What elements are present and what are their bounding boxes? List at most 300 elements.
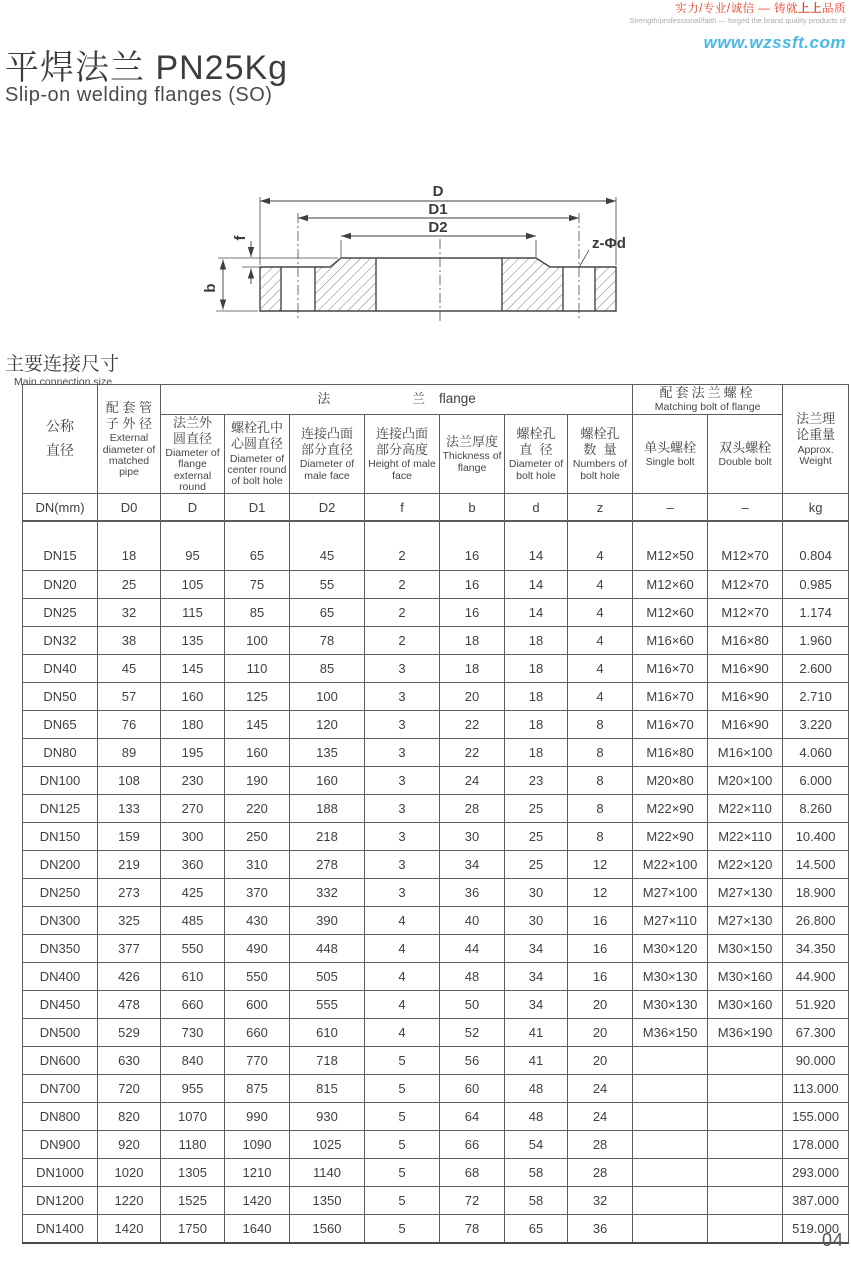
col-header-flange-f: 连接凸面 部分高度 Height of male face [365, 414, 440, 494]
table-cell: 875 [225, 1075, 290, 1103]
table-cell: 18 [98, 521, 161, 571]
table-cell: 8 [568, 767, 633, 795]
table-cell: 45 [98, 655, 161, 683]
table-cell: 218 [290, 823, 365, 851]
section-heading-en: Main connection size [14, 376, 113, 388]
table-cell: 48 [505, 1103, 568, 1131]
table-cell: 178.000 [783, 1131, 849, 1159]
col-header-dn: 公称 直径 [23, 385, 98, 494]
table-cell: 10.400 [783, 823, 849, 851]
table-cell: DN300 [23, 907, 98, 935]
table-cell: 770 [225, 1047, 290, 1075]
table-cell: 160 [290, 767, 365, 795]
table-cell: M27×130 [708, 907, 783, 935]
table-row [23, 599, 849, 627]
table-cell: 40 [440, 907, 505, 935]
table-cell: M16×90 [708, 655, 783, 683]
table-cell: 1305 [161, 1159, 225, 1187]
table-cell: 34 [505, 963, 568, 991]
unit-cell: b [440, 494, 505, 521]
table-cell: 273 [98, 879, 161, 907]
table-cell: DN125 [23, 795, 98, 823]
table-cell: 45 [290, 521, 365, 571]
table-cell: M16×70 [633, 711, 708, 739]
table-cell: 219 [98, 851, 161, 879]
table-cell: 425 [161, 879, 225, 907]
table-cell: 5 [365, 1075, 440, 1103]
table-cell: M16×80 [633, 739, 708, 767]
table-cell: 16 [568, 935, 633, 963]
table-cell: 2 [365, 627, 440, 655]
table-cell: M22×90 [633, 795, 708, 823]
table-group-row [23, 385, 849, 415]
table-cell: 25 [505, 851, 568, 879]
table-cell: 20 [568, 991, 633, 1019]
table-cell: 85 [290, 655, 365, 683]
table-cell: 8.260 [783, 795, 849, 823]
dim-label-d2: D2 [428, 219, 448, 236]
table-cell: 30 [505, 879, 568, 907]
table-cell: M36×150 [633, 1019, 708, 1047]
table-cell: 660 [225, 1019, 290, 1047]
table-cell: 44.900 [783, 963, 849, 991]
brand-slogan-zh: 实力/专业/诚信 — 铸就上上品质 [675, 3, 846, 15]
table-row [23, 851, 849, 879]
table-cell: M12×70 [708, 521, 783, 571]
table-cell: 3 [365, 683, 440, 711]
table-cell: DN20 [23, 571, 98, 599]
table-cell: DN200 [23, 851, 98, 879]
table-cell: 18 [440, 627, 505, 655]
table-cell: 1640 [225, 1215, 290, 1243]
table-cell: DN900 [23, 1131, 98, 1159]
table-cell [633, 1131, 708, 1159]
table-cell: 278 [290, 851, 365, 879]
table-cell: 3 [365, 879, 440, 907]
col-header-flange-z: 螺栓孔 数 量 Numbers of bolt hole [568, 414, 633, 494]
table-cell: 135 [161, 627, 225, 655]
table-cell: 3 [365, 823, 440, 851]
col-header-double-bolt: 双头螺栓 Double bolt [708, 414, 783, 494]
table-cell: DN1200 [23, 1187, 98, 1215]
flange-outline [260, 258, 616, 311]
table-cell: DN700 [23, 1075, 98, 1103]
table-cell: 8 [568, 711, 633, 739]
table-cell: M30×160 [708, 963, 783, 991]
table-cell: M30×160 [708, 991, 783, 1019]
table-cell: 478 [98, 991, 161, 1019]
table-cell: 519.000 [783, 1215, 849, 1243]
table-cell: 24 [568, 1075, 633, 1103]
table-cell [633, 1159, 708, 1187]
table-cell: DN32 [23, 627, 98, 655]
table-cell: 36 [440, 879, 505, 907]
table-cell: 188 [290, 795, 365, 823]
col-header-d0: 配 套 管 子 外 径 External diameter of matched pipe [98, 385, 161, 494]
table-cell: 58 [505, 1159, 568, 1187]
table-cell: 4.060 [783, 739, 849, 767]
table-cell [708, 1103, 783, 1131]
table-cell: 5 [365, 1047, 440, 1075]
unit-cell: D0 [98, 494, 161, 521]
table-cell: M22×110 [708, 795, 783, 823]
table-cell: 60 [440, 1075, 505, 1103]
table-cell: 135 [290, 739, 365, 767]
table-cell: M16×70 [633, 683, 708, 711]
table-row [23, 683, 849, 711]
table-cell: 4 [365, 963, 440, 991]
table-cell: 145 [161, 655, 225, 683]
table-cell: 25 [505, 795, 568, 823]
table-row [23, 627, 849, 655]
table-cell: DN15 [23, 521, 98, 571]
table-cell: M20×80 [633, 767, 708, 795]
table-cell: M12×70 [708, 571, 783, 599]
table-cell: M20×100 [708, 767, 783, 795]
table-cell: 25 [98, 571, 161, 599]
table-cell: 120 [290, 711, 365, 739]
table-cell: DN600 [23, 1047, 98, 1075]
table-cell: 78 [290, 627, 365, 655]
table-cell: 115 [161, 599, 225, 627]
table-cell: 610 [290, 1019, 365, 1047]
table-cell: 2.600 [783, 655, 849, 683]
table-cell: 32 [568, 1187, 633, 1215]
table-cell: 815 [290, 1075, 365, 1103]
unit-cell: DN(mm) [23, 494, 98, 521]
table-cell: 8 [568, 823, 633, 851]
table-cell: 1210 [225, 1159, 290, 1187]
table-cell [708, 1075, 783, 1103]
table-cell: 34 [505, 991, 568, 1019]
table-cell: DN800 [23, 1103, 98, 1131]
table-cell: 38 [98, 627, 161, 655]
table-row [23, 935, 849, 963]
col-header-weight: 法兰理 论重量 Approx. Weight [783, 385, 849, 494]
table-row [23, 1187, 849, 1215]
table-cell: 100 [290, 683, 365, 711]
table-cell: 110 [225, 655, 290, 683]
table-cell: 370 [225, 879, 290, 907]
table-cell: 89 [98, 739, 161, 767]
table-cell: DN80 [23, 739, 98, 767]
table-cell: 72 [440, 1187, 505, 1215]
table-cell: M30×120 [633, 935, 708, 963]
table-cell: 108 [98, 767, 161, 795]
table-cell: 1525 [161, 1187, 225, 1215]
table-units-row [23, 494, 849, 521]
table-cell: 18 [505, 739, 568, 767]
table-cell: 30 [440, 823, 505, 851]
table-row [23, 1075, 849, 1103]
table-cell: 4 [568, 655, 633, 683]
table-cell: 14.500 [783, 851, 849, 879]
table-cell: 4 [365, 991, 440, 1019]
table-cell: 230 [161, 767, 225, 795]
table-row [23, 1019, 849, 1047]
table-row [23, 1159, 849, 1187]
table-cell: M27×110 [633, 907, 708, 935]
table-cell: M22×90 [633, 823, 708, 851]
unit-cell: d [505, 494, 568, 521]
table-cell: 145 [225, 711, 290, 739]
table-cell: 3 [365, 655, 440, 683]
table-cell: 41 [505, 1047, 568, 1075]
table-cell: 34.350 [783, 935, 849, 963]
table-cell: 22 [440, 739, 505, 767]
table-cell: DN50 [23, 683, 98, 711]
table-row [23, 767, 849, 795]
table-cell: 2.710 [783, 683, 849, 711]
table-row [23, 711, 849, 739]
table-cell: 1025 [290, 1131, 365, 1159]
table-cell: 34 [505, 935, 568, 963]
table-row [23, 739, 849, 767]
table-cell: 90.000 [783, 1047, 849, 1075]
table-cell: DN40 [23, 655, 98, 683]
table-cell: 5 [365, 1131, 440, 1159]
page-subtitle: Slip-on welding flanges (SO) [5, 84, 273, 106]
table-cell: 54 [505, 1131, 568, 1159]
table-cell: 920 [98, 1131, 161, 1159]
table-cell [708, 1131, 783, 1159]
table-cell: 78 [440, 1215, 505, 1243]
table-cell: 3 [365, 851, 440, 879]
table-row [23, 823, 849, 851]
table-cell: 490 [225, 935, 290, 963]
table-cell: 5 [365, 1215, 440, 1243]
table-cell: 955 [161, 1075, 225, 1103]
table-cell: 67.300 [783, 1019, 849, 1047]
table-cell: 505 [290, 963, 365, 991]
page-title: 平焊法兰 PN25Kg [5, 49, 289, 87]
table-cell: M22×120 [708, 851, 783, 879]
table-row [23, 963, 849, 991]
table-cell: 48 [505, 1075, 568, 1103]
flange-drawing [198, 183, 658, 333]
dim-label-b: b [202, 283, 219, 293]
table-row [23, 907, 849, 935]
unit-cell: – [633, 494, 708, 521]
table-cell: 18.900 [783, 879, 849, 907]
table-cell: 195 [161, 739, 225, 767]
table-cell: 65 [505, 1215, 568, 1243]
table-cell: 610 [161, 963, 225, 991]
table-cell: 51.920 [783, 991, 849, 1019]
table-cell: 1420 [225, 1187, 290, 1215]
unit-cell: D1 [225, 494, 290, 521]
table-cell [708, 1215, 783, 1243]
page-number: 04 [821, 1230, 844, 1250]
table-cell: 5 [365, 1187, 440, 1215]
col-header-flange-d1: 螺栓孔中 心圆直径 Diameter of center round of bolt hole [225, 414, 290, 494]
table-cell: 18 [505, 627, 568, 655]
table-cell: M12×60 [633, 571, 708, 599]
table-cell: 325 [98, 907, 161, 935]
table-cell: 2 [365, 521, 440, 571]
table-cell: 4 [365, 907, 440, 935]
website-link[interactable]: www.wzssft.com [703, 32, 846, 52]
col-header-single-bolt: 单头螺栓 Single bolt [633, 414, 708, 494]
table-cell: 32 [98, 599, 161, 627]
table-cell: M16×70 [633, 655, 708, 683]
table-cell: 4 [365, 935, 440, 963]
unit-cell: kg [783, 494, 849, 521]
table-cell: 1220 [98, 1187, 161, 1215]
table-cell: DN65 [23, 711, 98, 739]
table-cell: 65 [225, 521, 290, 571]
dim-label-d1: D1 [428, 201, 448, 218]
table-cell: DN150 [23, 823, 98, 851]
table-cell: M30×150 [708, 935, 783, 963]
table-cell: 28 [568, 1131, 633, 1159]
table-cell: 159 [98, 823, 161, 851]
table-cell: M16×90 [708, 683, 783, 711]
table-row [23, 795, 849, 823]
table-cell: 448 [290, 935, 365, 963]
table-cell: 3.220 [783, 711, 849, 739]
table-cell: 41 [505, 1019, 568, 1047]
unit-cell: – [708, 494, 783, 521]
table-cell: 730 [161, 1019, 225, 1047]
table-cell: 3 [365, 711, 440, 739]
table-cell: 3 [365, 767, 440, 795]
table-cell: 44 [440, 935, 505, 963]
table-cell: 20 [568, 1019, 633, 1047]
table-cell: 25 [505, 823, 568, 851]
table-cell: M22×110 [708, 823, 783, 851]
table-cell: DN450 [23, 991, 98, 1019]
table-cell: 2 [365, 571, 440, 599]
table-cell: 660 [161, 991, 225, 1019]
table-cell: DN1400 [23, 1215, 98, 1243]
table-cell: DN250 [23, 879, 98, 907]
dim-label-zd: z-Φd [592, 235, 626, 252]
table-row [23, 655, 849, 683]
table-cell: 16 [440, 521, 505, 571]
table-cell: 95 [161, 521, 225, 571]
table-cell: 293.000 [783, 1159, 849, 1187]
table-cell: 180 [161, 711, 225, 739]
table-cell: 1070 [161, 1103, 225, 1131]
table-cell: 18 [505, 655, 568, 683]
table-cell: 1140 [290, 1159, 365, 1187]
table-cell: 1560 [290, 1215, 365, 1243]
table-cell: 4 [568, 627, 633, 655]
table-cell: 630 [98, 1047, 161, 1075]
table-cell: 18 [505, 711, 568, 739]
table-cell [708, 1047, 783, 1075]
table-cell: 22 [440, 711, 505, 739]
table-cell: 555 [290, 991, 365, 1019]
table-cell: M27×130 [708, 879, 783, 907]
table-cell: M30×130 [633, 991, 708, 1019]
table-cell: 485 [161, 907, 225, 935]
table-cell: 24 [568, 1103, 633, 1131]
table-row [23, 1215, 849, 1243]
table-cell: 12 [568, 851, 633, 879]
table-cell: 16 [440, 599, 505, 627]
table-cell [708, 1159, 783, 1187]
table-cell: 20 [440, 683, 505, 711]
col-header-flange-d-hole: 螺栓孔 直 径 Diameter of bolt hole [505, 414, 568, 494]
table-cell: 377 [98, 935, 161, 963]
table-row [23, 1131, 849, 1159]
table-row [23, 991, 849, 1019]
table-cell: 85 [225, 599, 290, 627]
table-cell: 125 [225, 683, 290, 711]
table-row [23, 571, 849, 599]
table-cell: 250 [225, 823, 290, 851]
table-cell: 4 [568, 599, 633, 627]
table-cell: 155.000 [783, 1103, 849, 1131]
table-cell: 3 [365, 795, 440, 823]
table-cell: 24 [440, 767, 505, 795]
table-cell: 6.000 [783, 767, 849, 795]
table-cell: 160 [161, 683, 225, 711]
table-cell: M36×190 [708, 1019, 783, 1047]
brand-header [629, 3, 846, 52]
table-cell: 1020 [98, 1159, 161, 1187]
table-cell: 550 [161, 935, 225, 963]
table-cell: 0.804 [783, 521, 849, 571]
table-cell: 990 [225, 1103, 290, 1131]
table-cell: 360 [161, 851, 225, 879]
table-cell: 65 [290, 599, 365, 627]
table-cell: M30×130 [633, 963, 708, 991]
table-cell: 16 [568, 963, 633, 991]
unit-cell: D2 [290, 494, 365, 521]
table-cell: 430 [225, 907, 290, 935]
table-cell: 220 [225, 795, 290, 823]
table-cell: 8 [568, 795, 633, 823]
table-cell: 105 [161, 571, 225, 599]
table-cell: 529 [98, 1019, 161, 1047]
table-cell: 34 [440, 851, 505, 879]
table-cell: 20 [568, 1047, 633, 1075]
table-cell: 28 [568, 1159, 633, 1187]
table-cell: 718 [290, 1047, 365, 1075]
table-cell: 64 [440, 1103, 505, 1131]
table-body [23, 521, 849, 1243]
table-cell: 0.985 [783, 571, 849, 599]
section-heading-zh: 主要连接尺寸 [5, 354, 120, 375]
table-cell: 8 [568, 739, 633, 767]
table-cell: 75 [225, 571, 290, 599]
table-row [23, 521, 849, 571]
table-row [23, 1103, 849, 1131]
table-cell: 387.000 [783, 1187, 849, 1215]
table-cell: M22×100 [633, 851, 708, 879]
table-cell: 113.000 [783, 1075, 849, 1103]
table-cell: 820 [98, 1103, 161, 1131]
section-heading [5, 349, 119, 388]
group-header-matching-bolt: 配套法兰螺栓 Matching bolt of flange [633, 385, 783, 415]
table-cell: 133 [98, 795, 161, 823]
table-cell: 1750 [161, 1215, 225, 1243]
table-cell: 16 [568, 907, 633, 935]
table-cell: M16×100 [708, 739, 783, 767]
table-cell: 1420 [98, 1215, 161, 1243]
table-cell: 3 [365, 739, 440, 767]
table-cell: M16×90 [708, 711, 783, 739]
table-cell: 28 [440, 795, 505, 823]
table-cell: 48 [440, 963, 505, 991]
unit-cell: f [365, 494, 440, 521]
table-cell: 66 [440, 1131, 505, 1159]
table-cell: 57 [98, 683, 161, 711]
table-cell: 14 [505, 521, 568, 571]
